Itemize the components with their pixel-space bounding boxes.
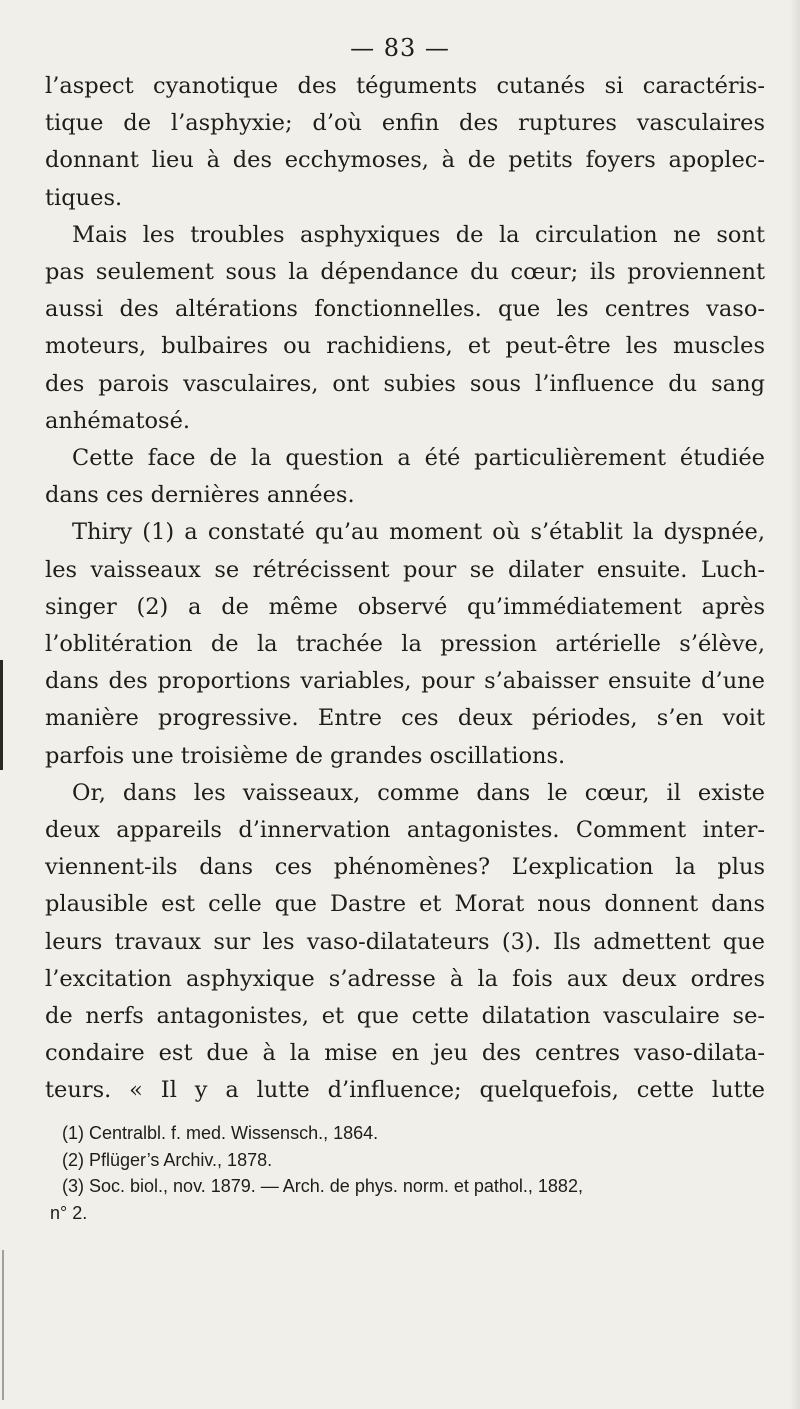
text-line: manière progressive. Entre ces deux périodes, s’en voit — [45, 705, 765, 732]
text-line: aussi des altérations fonctionnelles. que les centres vaso- — [45, 296, 765, 323]
text-line: Thiry (1) a constaté qu’au moment où s’établit la dyspnée, — [72, 519, 765, 546]
footnote: (2) Pflüger’s Archiv., 1878. — [62, 1149, 273, 1170]
text-line: deux appareils d’innervation antagonistes. Comment inter- — [45, 817, 765, 844]
text-line: teurs. « Il y a lutte d’influence; quelquefois, cette lutte — [45, 1077, 765, 1104]
text-line: de nerfs antagonistes, et que cette dilatation vasculaire se- — [45, 1003, 765, 1030]
footnote-continuation: n° 2. — [50, 1202, 88, 1223]
body-text — [45, 68, 765, 1110]
text-line: Or, dans les vaisseaux, comme dans le cœur, il existe — [72, 779, 765, 806]
page-edge-shadow — [790, 0, 800, 1409]
margin-rule — [0, 660, 3, 770]
text-line: l’excitation asphyxique s’adresse à la fois aux deux ordres — [45, 965, 765, 992]
text-line: dans ces dernières années. — [45, 482, 355, 509]
text-line: l’aspect cyanotique des téguments cutanés si caractéris- — [45, 73, 765, 99]
text-line: les vaisseaux se rétrécissent pour se dilater ensuite. Luch- — [45, 556, 765, 583]
page-number: — 83 — — [350, 34, 450, 62]
text-line: donnant lieu à des ecchymoses, à de petits foyers apoplec- — [45, 147, 765, 174]
text-line: Mais les troubles asphyxiques de la circulation ne sont — [72, 221, 765, 248]
footnote: (1) Centralbl. f. med. Wissensch., 1864. — [62, 1123, 379, 1143]
text-line: l’oblitération de la trachée la pression artérielle s’élève, — [45, 631, 765, 658]
page-edge-mark — [2, 1250, 4, 1400]
footnotes — [50, 1120, 765, 1226]
text-line: Cette face de la question a été particulièrement étudiée — [72, 445, 765, 472]
text-line: tiques. — [45, 184, 123, 211]
text-line: dans des proportions variables, pour s’abaisser ensuite d’une — [45, 668, 765, 695]
text-line: pas seulement sous la dépendance du cœur; ils proviennent — [45, 259, 765, 286]
text-line: des parois vasculaires, ont subies sous l’influence du sang — [45, 370, 765, 397]
text-line: tique de l’asphyxie; d’où enfin des ruptures vasculaires — [45, 110, 765, 137]
text-line: plausible est celle que Dastre et Morat nous donnent dans — [45, 891, 765, 918]
text-line: viennent-ils dans ces phénomènes? L’explication la plus — [45, 854, 765, 881]
text-line: leurs travaux sur les vaso-dilatateurs (3). Ils admettent que — [45, 928, 765, 955]
text-line: parfois une troisième de grandes oscillations. — [45, 742, 566, 769]
text-line: anhématosé. — [45, 407, 191, 434]
text-line: condaire est due à la mise en jeu des centres vaso-dilata- — [45, 1040, 765, 1067]
text-line: moteurs, bulbaires ou rachidiens, et peut-être les muscles — [45, 333, 765, 360]
text-line: singer (2) a de même observé qu’immédiatement après — [45, 593, 765, 620]
footnote: (3) Soc. biol., nov. 1879. — Arch. de phys. norm. et pathol., 1882, — [62, 1176, 583, 1196]
